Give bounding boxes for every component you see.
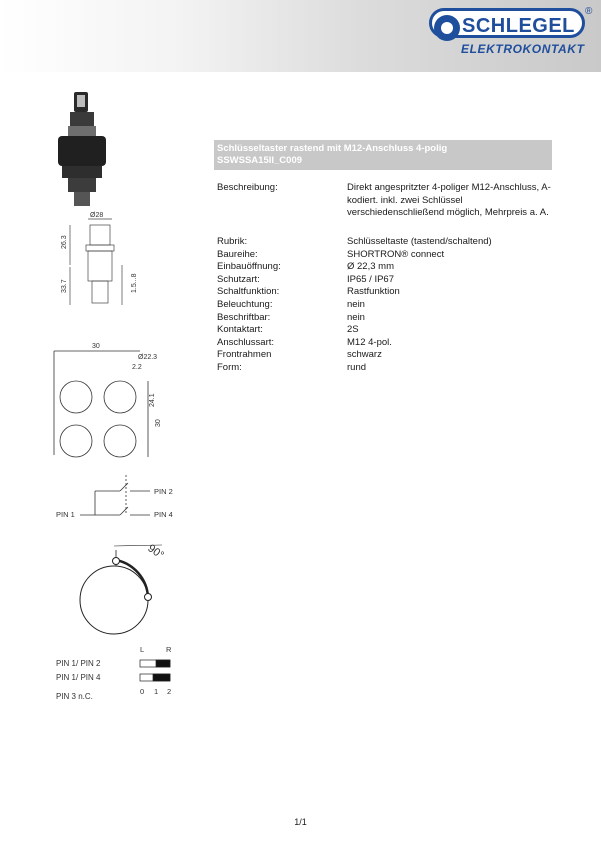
- spec-label: Beschriftbar:: [217, 311, 271, 323]
- spec-value: schwarz: [347, 349, 382, 361]
- spec-value: nein: [347, 311, 365, 323]
- spec-label: Frontrahmen: [217, 349, 272, 361]
- page-header: [0, 0, 601, 72]
- switch-row-3: PIN 3 n.C.: [56, 692, 93, 701]
- switch-pos-2: 2: [167, 687, 172, 696]
- side-view-drawing: [70, 219, 122, 305]
- switch-pos-1: 1: [154, 687, 159, 696]
- angle-label: 90°: [145, 542, 166, 562]
- cutout-spacing-x: 30: [92, 343, 100, 350]
- dim-thread: 1.5...8: [131, 273, 138, 293]
- dim-height-top: 26.3: [61, 235, 68, 249]
- technical-drawings: [40, 205, 220, 725]
- page-number: 1/1: [294, 817, 307, 827]
- dim-height-bottom: 33.7: [61, 279, 68, 293]
- spec-value: M12 4-pol.: [347, 336, 392, 348]
- product-title-bar: [214, 140, 552, 170]
- spec-value: nein: [347, 299, 365, 310]
- spec-value: rund: [347, 362, 367, 373]
- cutout-tolerance: 2.2: [132, 364, 142, 371]
- spec-value: Rastfunktion: [347, 286, 400, 298]
- spec-label: Baureihe:: [217, 248, 258, 260]
- spec-label: Anschlussart:: [217, 336, 275, 348]
- pin2-label: PIN 2: [154, 487, 173, 496]
- cutout-spacing-y: 30: [155, 419, 162, 427]
- spec-label: Beleuchtung:: [217, 299, 273, 310]
- spec-label: Schutzart:: [217, 273, 260, 285]
- registered-mark: ®: [585, 6, 593, 17]
- switch-schematic: [80, 475, 150, 515]
- rotation-dial: [80, 545, 162, 634]
- cutout-small: 24.1: [149, 393, 156, 407]
- description-text: Direkt angespritzter 4-poliger M12-Anschluss, A-kodiert. inkl. zwei Schlüssel verschiedenschließend möglich, Mehrpreis a. A.: [347, 182, 551, 219]
- spec-value: Ø 22,3 mm: [347, 261, 394, 273]
- spec-label: Form:: [217, 362, 242, 373]
- switch-pos-0: 0: [140, 687, 145, 696]
- spec-value: SHORTRON® connect: [347, 248, 445, 260]
- schlegel-logo: [425, 6, 595, 61]
- dim-diameter: Ø28: [90, 212, 104, 219]
- spec-label: Einbauöffnung:: [217, 261, 281, 273]
- cutout-diameter: Ø22.3: [138, 354, 158, 361]
- spec-label: Rubrik:: [217, 236, 248, 247]
- pin1-label: PIN 1: [56, 510, 75, 519]
- pin4-label: PIN 4: [154, 510, 173, 519]
- spec-value: IP65 / IP67: [347, 273, 395, 285]
- logo-oval: [429, 8, 585, 38]
- switch-row-1: PIN 1/ PIN 2: [56, 659, 101, 668]
- product-code: SSWSSA15II_C009: [217, 155, 303, 166]
- product-photo: [52, 90, 112, 210]
- spec-label: Schaltfunktion:: [217, 286, 280, 298]
- switch-header-l: L: [140, 645, 145, 654]
- dial-marker-end: [145, 594, 152, 601]
- dial-marker-start: [113, 558, 120, 565]
- description-label: Beschreibung:: [217, 182, 278, 193]
- spec-label: Kontaktart:: [217, 324, 263, 336]
- spec-value: Schlüsseltaste (tastend/schaltend): [347, 236, 492, 247]
- spec-value: 2S: [347, 324, 359, 336]
- product-title: Schlüsseltaster rastend mit M12-Anschluss 4-polig: [217, 143, 448, 154]
- switch-row-2: PIN 1/ PIN 4: [56, 673, 101, 682]
- brand-name: SCHLEGEL: [462, 15, 575, 37]
- switch-header-r: R: [166, 645, 172, 654]
- logo-circle-icon: [434, 15, 460, 41]
- brand-tagline: ELEKTROKONTAKT: [461, 42, 585, 56]
- switch-state-bars: [140, 660, 170, 681]
